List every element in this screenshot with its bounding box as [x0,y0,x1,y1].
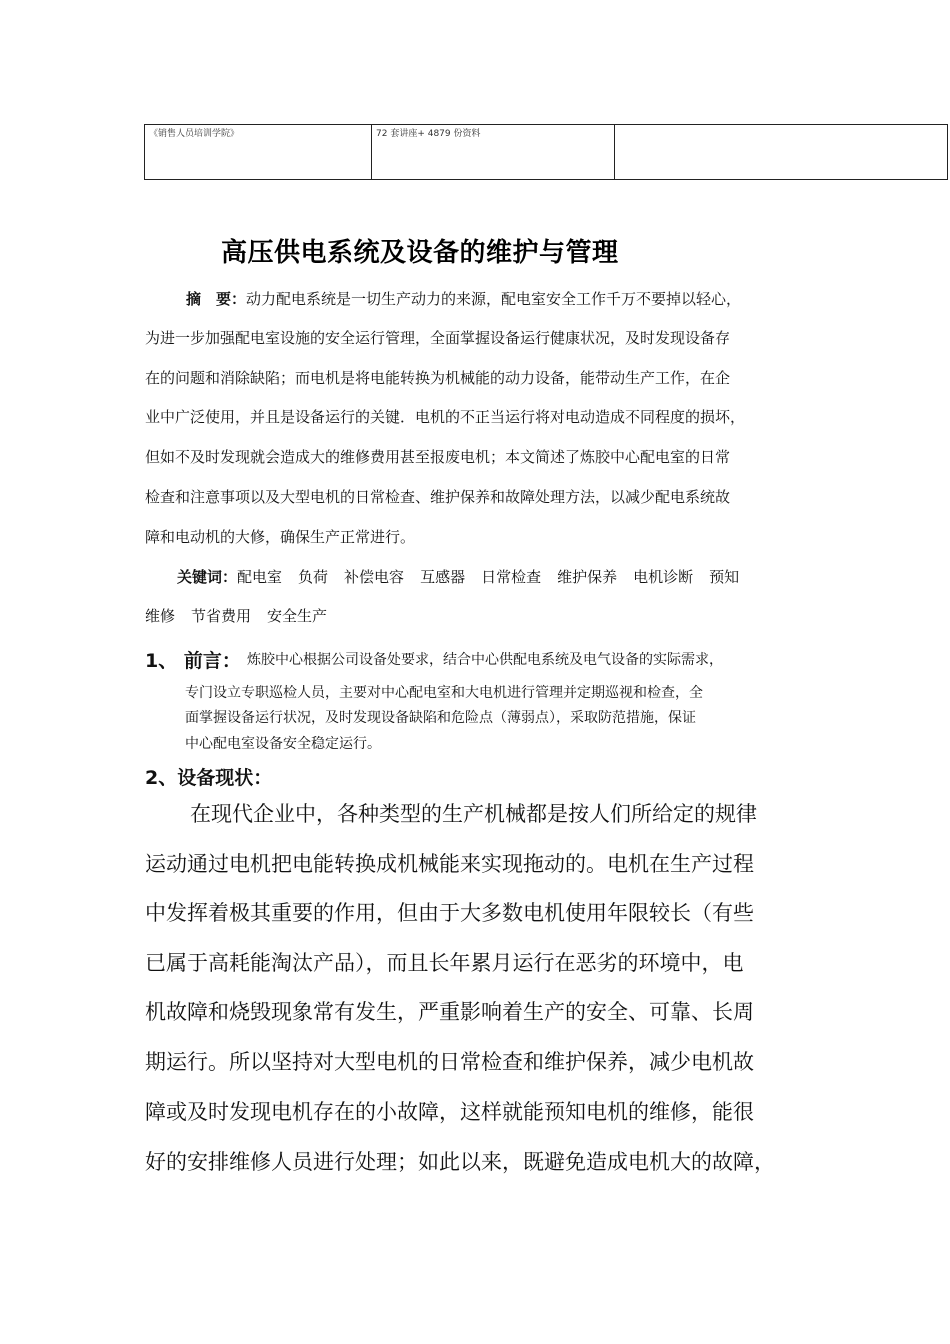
keywords-line [177,567,755,587]
keywords-label: 关键词： [177,568,238,586]
section1-heading: 1、 前言： [145,650,241,672]
document-title: 高压供电系统及设备的维护与管理 [221,238,619,268]
keyword: 日常检查 [481,568,542,586]
abstract-label: 摘 要： [186,290,247,308]
keyword: 配电室 [237,568,283,586]
keyword: 补偿电容 [344,568,405,586]
section1-line: 炼胶中心根据公司设备处要求，结合中心供配电系统及电气设备的实际需求， [247,652,723,668]
keyword: 安全生产 [267,607,328,625]
keyword: 节省费用 [191,607,252,625]
abstract-line: 为进一步加强配电室设施的安全运行管理，全面掌握设备运行健康状况，及时发现设备存 [145,329,731,347]
abstract-line: 业中广泛使用，并且是设备运行的关键．电机的不正当运行将对电动造成不同程度的损坏， [145,408,746,426]
abstract-line: 障和电动机的大修，确保生产正常进行。 [145,528,416,546]
keyword: 负荷 [298,568,329,586]
abstract-line: 但如不及时发现就会造成大的维修费用甚至报废电机；本文简述了炼胶中心配电室的日常 [145,448,731,466]
section2-line: 在现代企业中，各种类型的生产机械都是按人们所给定的规律 [190,802,757,826]
abstract-line: 动力配电系统是一切生产动力的来源，配电室安全工作千万不要掉以轻心， [246,290,742,308]
abstract-first-line [186,289,741,309]
section2-line: 机故障和烧毁现象常有发生，严重影响着生产的安全、可靠、长周 [145,1000,754,1024]
keyword: 维护保养 [557,568,618,586]
header-table [144,124,948,180]
section2-line: 已属于高耗能淘汰产品），而且长年累月运行在恶劣的环境中，电 [145,951,744,975]
section1-line: 面掌握设备运行状况，及时发现设备缺陷和危险点（薄弱点），采取防范措施，保证 [185,710,696,726]
header-table-row [145,125,948,180]
section2-line: 中发挥着极其重要的作用，但由于大多数电机使用年限较长（有些 [145,901,754,925]
keywords-line [145,606,343,626]
header-cell-empty [615,125,948,180]
section2-line: 障或及时发现电机存在的小故障，这样就能预知电机的维修，能很 [145,1100,754,1124]
keyword: 互感器 [420,568,466,586]
keyword: 维修 [145,607,176,625]
header-cell-academy: 《销售人员培训学院》 [145,125,372,180]
header-cell-materials: 72 套讲座+ 4879 份资料 [372,125,615,180]
section1-line: 专门设立专职巡检人员，主要对中心配电室和大电机进行管理并定期巡视和检查，全 [185,685,703,701]
abstract-line: 在的问题和消除缺陷；而电机是将电能转换为机械能的动力设备，能带动生产工作，在企 [145,369,731,387]
section2-heading: 2、设备现状： [145,767,273,789]
section1-line: 中心配电室设备安全稳定运行。 [185,736,381,752]
abstract-line: 检查和注意事项以及大型电机的日常检查、维护保养和故障处理方法，以减少配电系统故 [145,488,731,506]
keyword: 电机诊断 [633,568,694,586]
section2-line: 好的安排维修人员进行处理；如此以来，既避免造成电机大的故障， [145,1150,775,1174]
keyword: 预知 [709,568,740,586]
section2-line: 期运行。所以坚持对大型电机的日常检查和维护保养，减少电机故 [145,1050,754,1074]
section2-line: 运动通过电机把电能转换成机械能来实现拖动的。电机在生产过程 [145,852,754,876]
